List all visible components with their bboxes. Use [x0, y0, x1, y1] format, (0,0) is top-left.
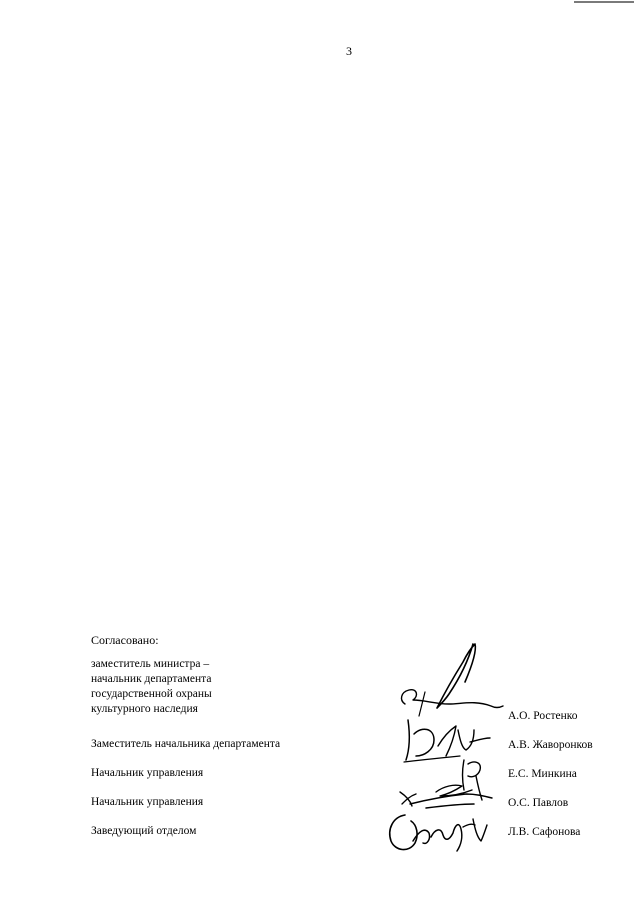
signature-5-image [383, 807, 493, 857]
signatory-4-name: О.С. Павлов [508, 797, 569, 809]
signature-1-image [395, 638, 505, 720]
signatory-3-position [91, 766, 203, 781]
signatory-4-position-line-1: Начальник управления [91, 796, 204, 808]
signatory-1-position-line-3: государственной охраны [91, 688, 212, 700]
page-number: 3 [346, 44, 352, 58]
signatory-3-name: Е.С. Минкина [508, 768, 577, 780]
signatory-5-position-line-1: Заведующий отделом [91, 825, 197, 837]
signatory-1-position-line-1: заместитель министра – [91, 658, 210, 670]
signatory-2-position [91, 737, 280, 752]
signatory-1-position-line-2: начальник департамента [91, 673, 212, 685]
signatory-3-position-line-1: Начальник управления [91, 767, 204, 779]
signatory-1-position [91, 657, 212, 717]
signatory-2-name: А.В. Жаворонков [508, 739, 593, 751]
signatory-1-position-line-4: культурного наследия [91, 703, 198, 715]
signatory-4-position [91, 795, 203, 810]
signatory-2-position-line-1: Заместитель начальника департамента [91, 738, 281, 750]
signatory-5-name: Л.В. Сафонова [508, 826, 581, 838]
agreed-heading: Согласовано: [91, 633, 159, 647]
scan-edge-line [574, 1, 634, 3]
signatory-5-position [91, 824, 196, 839]
signatory-1-name: А.О. Ростенко [508, 710, 578, 722]
